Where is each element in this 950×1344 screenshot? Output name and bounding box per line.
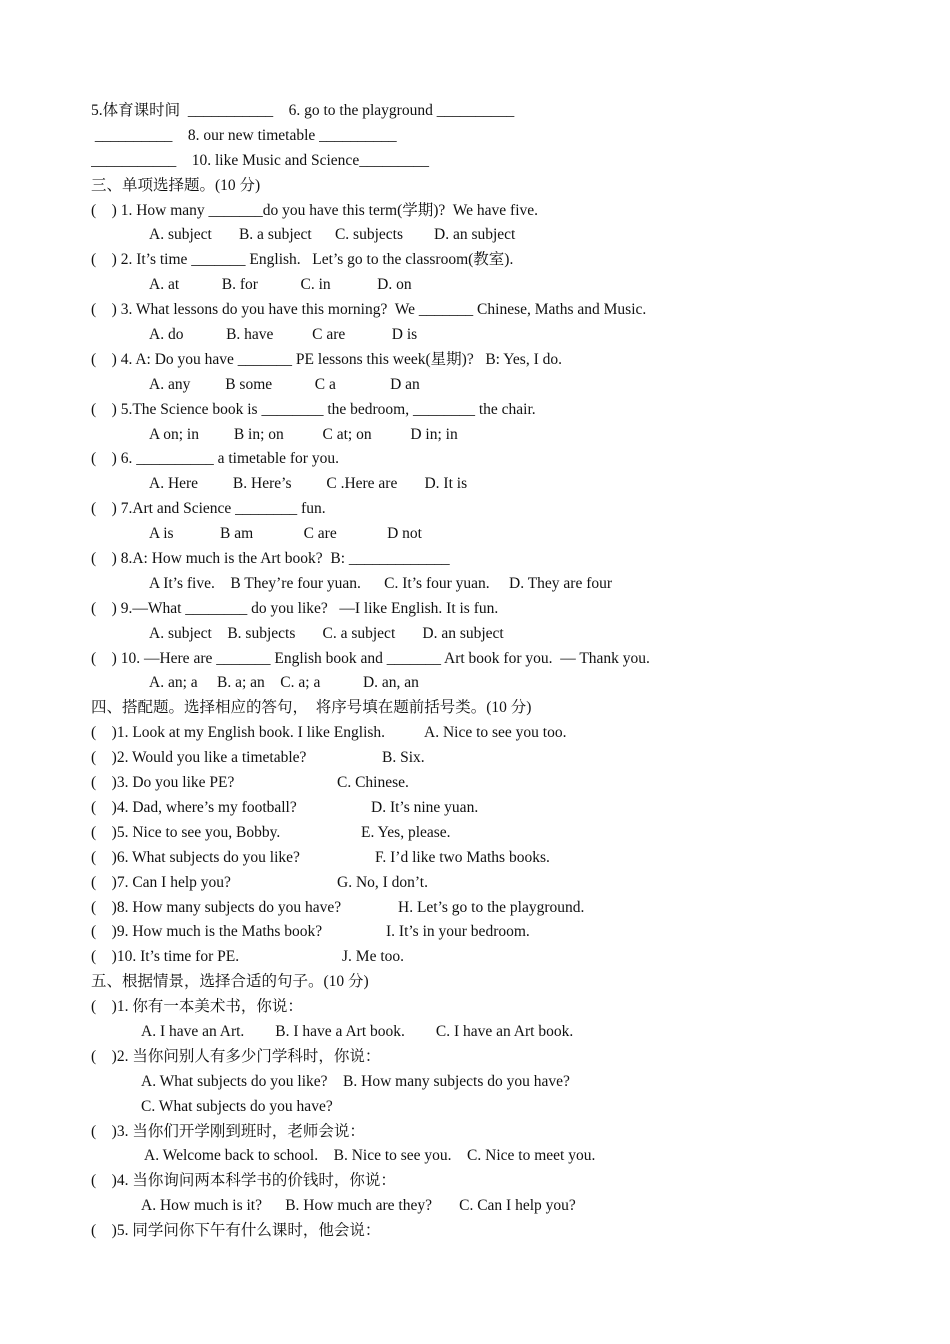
situation-list <box>91 995 891 1244</box>
matching-question: ( )5. Nice to see you, Bobby. <box>91 823 281 841</box>
question-options: A. subject B. subjects C. a subject D. an subject <box>149 624 504 642</box>
matching-question: ( )7. Can I help you? <box>91 873 231 891</box>
matching-answer: E. Yes, please. <box>361 823 451 841</box>
matching-answer: G. No, I don’t. <box>337 873 428 891</box>
worksheet-page <box>91 99 891 1244</box>
matching-answer: J. Me too. <box>342 948 404 966</box>
matching-question: ( )3. Do you like PE? <box>91 774 235 792</box>
matching-list <box>91 721 891 970</box>
matching-row <box>91 871 891 896</box>
question-stem: ( ) 2. It’s time _______ English. Let’s go to the classroom(教室). <box>91 251 514 269</box>
matching-row <box>91 945 891 970</box>
matching-row <box>91 721 891 746</box>
matching-row <box>91 771 891 796</box>
matching-question: ( )2. Would you like a timetable? <box>91 749 307 767</box>
situation-stem: ( )4. 当你询问两本科学书的价钱时，你说： <box>91 1172 396 1190</box>
situation-options: A. Welcome back to school. B. Nice to see you. C. Nice to meet you. <box>141 1147 596 1165</box>
matching-answer: B. Six. <box>382 749 425 767</box>
matching-question: ( )6. What subjects do you like? <box>91 848 300 866</box>
question-options: A. at B. for C. in D. on <box>149 276 412 294</box>
matching-question: ( )9. How much is the Maths book? <box>91 923 323 941</box>
matching-question: ( )8. How many subjects do you have? <box>91 898 342 916</box>
section-heading: 五、根据情景，选择合适的句子。(10 分) <box>91 973 369 991</box>
situation-stem: ( )5. 同学问你下午有什么课时，他会说： <box>91 1222 381 1240</box>
matching-answer: H. Let’s go to the playground. <box>398 898 585 916</box>
matching-answer: I. It’s in your bedroom. <box>386 923 530 941</box>
question-options: A on; in B in; on C at; on D in; in <box>149 425 458 443</box>
matching-answer: F. I’d like two Maths books. <box>375 848 550 866</box>
situation-options: A. How much is it? B. How much are they? C. Can I help you? <box>141 1197 576 1215</box>
question-options: A It’s five. B They’re four yuan. C. It’s four yuan. D. They are four <box>149 574 613 592</box>
matching-answer: A. Nice to see you too. <box>424 724 567 742</box>
question-stem: ( ) 9.—What ________ do you like? —I like English. It is fun. <box>91 599 499 617</box>
matching-row <box>91 846 891 871</box>
question-stem: ( ) 3. What lessons do you have this morning? We _______ Chinese, Maths and Music. <box>91 301 647 319</box>
question-stem: ( ) 5.The Science book is ________ the bedroom, ________ the chair. <box>91 400 536 418</box>
question-stem: ( ) 10. —Here are _______ English book and _______ Art book for you. — Thank you. <box>91 649 650 667</box>
matching-question: ( )1. Look at my English book. I like English. <box>91 724 386 742</box>
situation-options: A. What subjects do you like? B. How many subjects do you have? <box>141 1072 570 1090</box>
matching-row <box>91 821 891 846</box>
question-options: A. any B some C a D an <box>149 375 420 393</box>
question-options: A. do B. have C are D is <box>149 326 418 344</box>
question-options: A. an; a B. a; an C. a; a D. an, an <box>149 674 419 692</box>
fill-line: 5.体育课时间 ___________ 6. go to the playground __________ <box>91 102 515 119</box>
matching-row <box>91 746 891 771</box>
question-options: A is B am C are D not <box>149 525 422 543</box>
situation-stem: ( )1. 你有一本美术书，你说： <box>91 998 303 1016</box>
matching-question: ( )10. It’s time for PE. <box>91 948 240 966</box>
matching-row <box>91 796 891 821</box>
question-stem: ( ) 7.Art and Science ________ fun. <box>91 500 326 518</box>
question-stem: ( ) 6. __________ a timetable for you. <box>91 450 339 468</box>
section-heading: 四、搭配题。选择相应的答句， 将序号填在题前括号类。(10 分) <box>91 699 532 717</box>
question-stem: ( ) 1. How many _______do you have this term(学期)? We have five. <box>91 201 539 219</box>
question-options: A. subject B. a subject C. subjects D. an subject <box>149 226 516 244</box>
question-stem: ( ) 4. A: Do you have _______ PE lessons this week(星期)? B: Yes, I do. <box>91 350 563 368</box>
fill-line: __________ 8. our new timetable __________ <box>91 126 397 144</box>
situation-stem: ( )3. 当你们开学刚到班时，老师会说： <box>91 1122 365 1140</box>
multiple-choice-list <box>91 199 891 697</box>
situation-options: C. What subjects do you have? <box>141 1097 333 1115</box>
matching-answer: D. It’s nine yuan. <box>371 798 479 816</box>
matching-question: ( )4. Dad, where’s my football? <box>91 798 297 816</box>
fill-line: ___________ 10. like Music and Science_________ <box>91 151 429 169</box>
matching-row <box>91 896 891 921</box>
question-options: A. Here B. Here’s C .Here are D. It is <box>149 475 468 493</box>
section-heading: 三、单项选择题。(10 分) <box>91 176 261 194</box>
matching-answer: C. Chinese. <box>337 774 409 792</box>
situation-options: A. I have an Art. B. I have a Art book. C. I have an Art book. <box>141 1022 574 1040</box>
question-stem: ( ) 8.A: How much is the Art book? B: _____________ <box>91 550 450 568</box>
situation-stem: ( )2. 当你问别人有多少门学科时，你说： <box>91 1047 381 1065</box>
matching-row <box>91 920 891 945</box>
